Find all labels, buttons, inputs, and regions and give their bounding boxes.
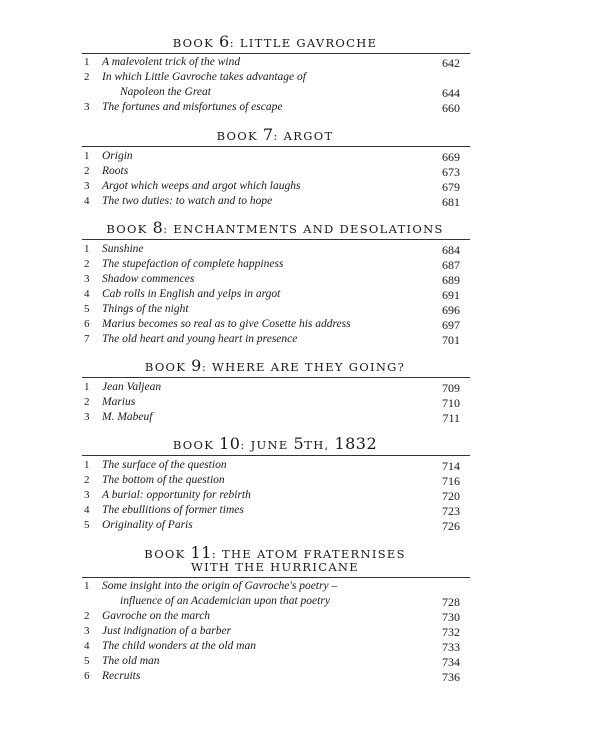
- chapter-entry: [0, 411, 600, 427]
- chapter-title: Sunshine: [102, 243, 144, 255]
- page-number: 723: [442, 504, 460, 518]
- chapter-title: The old heart and young heart in presence: [102, 333, 298, 345]
- chapter-title: Cab rolls in English and yelps in argot: [102, 288, 281, 300]
- page-number: 696: [442, 303, 460, 317]
- chapter-title: The bottom of the question: [102, 474, 225, 486]
- chapter-entry: [0, 258, 600, 274]
- chapter-entry: [0, 180, 600, 196]
- chapter-entry: [0, 243, 600, 259]
- chapter-number: 2: [84, 610, 90, 622]
- page-number: 726: [442, 519, 460, 533]
- chapter-entry: [0, 504, 600, 520]
- chapter-title: Marius: [102, 396, 136, 408]
- chapter-number: 1: [84, 381, 90, 393]
- page-number: 711: [442, 411, 460, 425]
- chapter-entry: [0, 86, 600, 102]
- chapter-entry: [0, 150, 600, 166]
- page-number: 734: [442, 655, 460, 669]
- book-heading: BOOK 10: JUNE 5TH, 1832: [172, 434, 378, 453]
- chapter-entry: [0, 580, 600, 596]
- chapter-entry: [0, 459, 600, 475]
- section-rule: [82, 239, 470, 240]
- chapter-title: The child wonders at the old man: [102, 640, 256, 652]
- chapter-number: 2: [84, 71, 90, 83]
- chapter-number: 5: [84, 303, 90, 315]
- section-rule: [82, 377, 470, 378]
- chapter-entry: [0, 288, 600, 304]
- book-heading: BOOK 7: ARGOT: [216, 125, 334, 144]
- chapter-title: Just indignation of a barber: [102, 625, 232, 637]
- chapter-title: A malevolent trick of the wind: [102, 56, 241, 68]
- chapter-number: 1: [84, 243, 90, 255]
- page-number: 728: [442, 595, 460, 609]
- chapter-entry: [0, 195, 600, 211]
- page-number: 710: [442, 396, 460, 410]
- chapter-number: 2: [84, 474, 90, 486]
- chapter-number: 1: [84, 580, 90, 592]
- chapter-number: 3: [84, 489, 90, 501]
- page-number: 684: [442, 243, 460, 257]
- chapter-title: Napoleon the Great: [120, 86, 211, 98]
- chapter-entry: [0, 333, 600, 349]
- page-number: 701: [442, 333, 460, 347]
- page-number: 681: [442, 195, 460, 209]
- chapter-number: 5: [84, 655, 90, 667]
- chapter-number: 3: [84, 101, 90, 113]
- page-number: 716: [442, 474, 460, 488]
- chapter-title: The stupefaction of complete happiness: [102, 258, 284, 270]
- chapter-title: The old man: [102, 655, 160, 667]
- chapter-number: 3: [84, 625, 90, 637]
- chapter-title: The two duties: to watch and to hope: [102, 195, 273, 207]
- chapter-entry: [0, 655, 600, 671]
- chapter-entry: [0, 396, 600, 412]
- chapter-number: 6: [84, 318, 90, 330]
- chapter-entry: [0, 640, 600, 656]
- chapter-entry: [0, 303, 600, 319]
- chapter-number: 4: [84, 288, 90, 300]
- chapter-number: 4: [84, 640, 90, 652]
- chapter-title: Shadow commences: [102, 273, 195, 285]
- section-rule: [82, 146, 470, 147]
- chapter-number: 3: [84, 411, 90, 423]
- chapter-title: Roots: [102, 165, 129, 177]
- chapter-title: The ebullitions of former times: [102, 504, 244, 516]
- chapter-entry: [0, 56, 600, 72]
- chapter-entry: [0, 318, 600, 334]
- chapter-entry: [0, 625, 600, 641]
- chapter-title: Recruits: [102, 670, 141, 682]
- chapter-entry: [0, 101, 600, 117]
- chapter-title: Jean Valjean: [102, 381, 162, 393]
- chapter-title: Marius becomes so real as to give Cosette his address: [102, 318, 351, 330]
- page-number: 673: [442, 165, 460, 179]
- chapter-title: Some insight into the origin of Gavroche's poetry –: [102, 580, 338, 592]
- chapter-entry: [0, 71, 600, 87]
- chapter-number: 7: [84, 333, 90, 345]
- page-number: 736: [442, 670, 460, 684]
- chapter-entry: [0, 610, 600, 626]
- book-heading: BOOK 6: LITTLE GAVROCHE: [172, 32, 378, 51]
- chapter-entry: [0, 519, 600, 535]
- chapter-number: 1: [84, 459, 90, 471]
- book-heading: BOOK 8: ENCHANTMENTS AND DESOLATIONS: [106, 218, 444, 237]
- page-number: 687: [442, 258, 460, 272]
- page-number: 730: [442, 610, 460, 624]
- chapter-entry: [0, 381, 600, 397]
- book-heading: BOOK 9: WHERE ARE THEY GOING?: [144, 356, 406, 375]
- chapter-title: M. Mabeuf: [102, 411, 153, 423]
- page-number: 644: [442, 86, 460, 100]
- chapter-number: 2: [84, 396, 90, 408]
- chapter-entry: [0, 474, 600, 490]
- book-heading-line2: WITH THE HURRICANE: [190, 560, 359, 574]
- chapter-number: 5: [84, 519, 90, 531]
- chapter-title: In which Little Gavroche takes advantage of: [102, 71, 306, 83]
- chapter-entry: [0, 670, 600, 686]
- chapter-number: 4: [84, 195, 90, 207]
- chapter-title: A burial: opportunity for rebirth: [102, 489, 251, 501]
- section-rule: [82, 577, 470, 578]
- chapter-title: Origin: [102, 150, 133, 162]
- chapter-number: 2: [84, 165, 90, 177]
- chapter-entry: [0, 165, 600, 181]
- chapter-title: The fortunes and misfortunes of escape: [102, 101, 283, 113]
- section-rule: [82, 455, 470, 456]
- page-number: 714: [442, 459, 460, 473]
- page-number: 679: [442, 180, 460, 194]
- chapter-title: Originality of Paris: [102, 519, 193, 531]
- page-number: 642: [442, 56, 460, 70]
- chapter-title: Gavroche on the march: [102, 610, 211, 622]
- page-number: 689: [442, 273, 460, 287]
- chapter-number: 3: [84, 180, 90, 192]
- chapter-number: 3: [84, 273, 90, 285]
- section-rule: [82, 53, 470, 54]
- chapter-title: Things of the night: [102, 303, 189, 315]
- book-heading: BOOK 11: THE ATOM FRATERNISES: [144, 543, 406, 562]
- page-number: 691: [442, 288, 460, 302]
- chapter-number: 4: [84, 504, 90, 516]
- chapter-title: Argot which weeps and argot which laughs: [102, 180, 301, 192]
- chapter-entry: [0, 489, 600, 505]
- chapter-entry: [0, 273, 600, 289]
- page-number: 669: [442, 150, 460, 164]
- page-number: 697: [442, 318, 460, 332]
- chapter-entry: [0, 595, 600, 611]
- page-number: 732: [442, 625, 460, 639]
- chapter-number: 1: [84, 150, 90, 162]
- chapter-number: 1: [84, 56, 90, 68]
- chapter-number: 2: [84, 258, 90, 270]
- page-number: 733: [442, 640, 460, 654]
- chapter-title: influence of an Academician upon that poetry: [120, 595, 330, 607]
- chapter-number: 6: [84, 670, 90, 682]
- page-number: 660: [442, 101, 460, 115]
- page-number: 720: [442, 489, 460, 503]
- chapter-title: The surface of the question: [102, 459, 227, 471]
- page-number: 709: [442, 381, 460, 395]
